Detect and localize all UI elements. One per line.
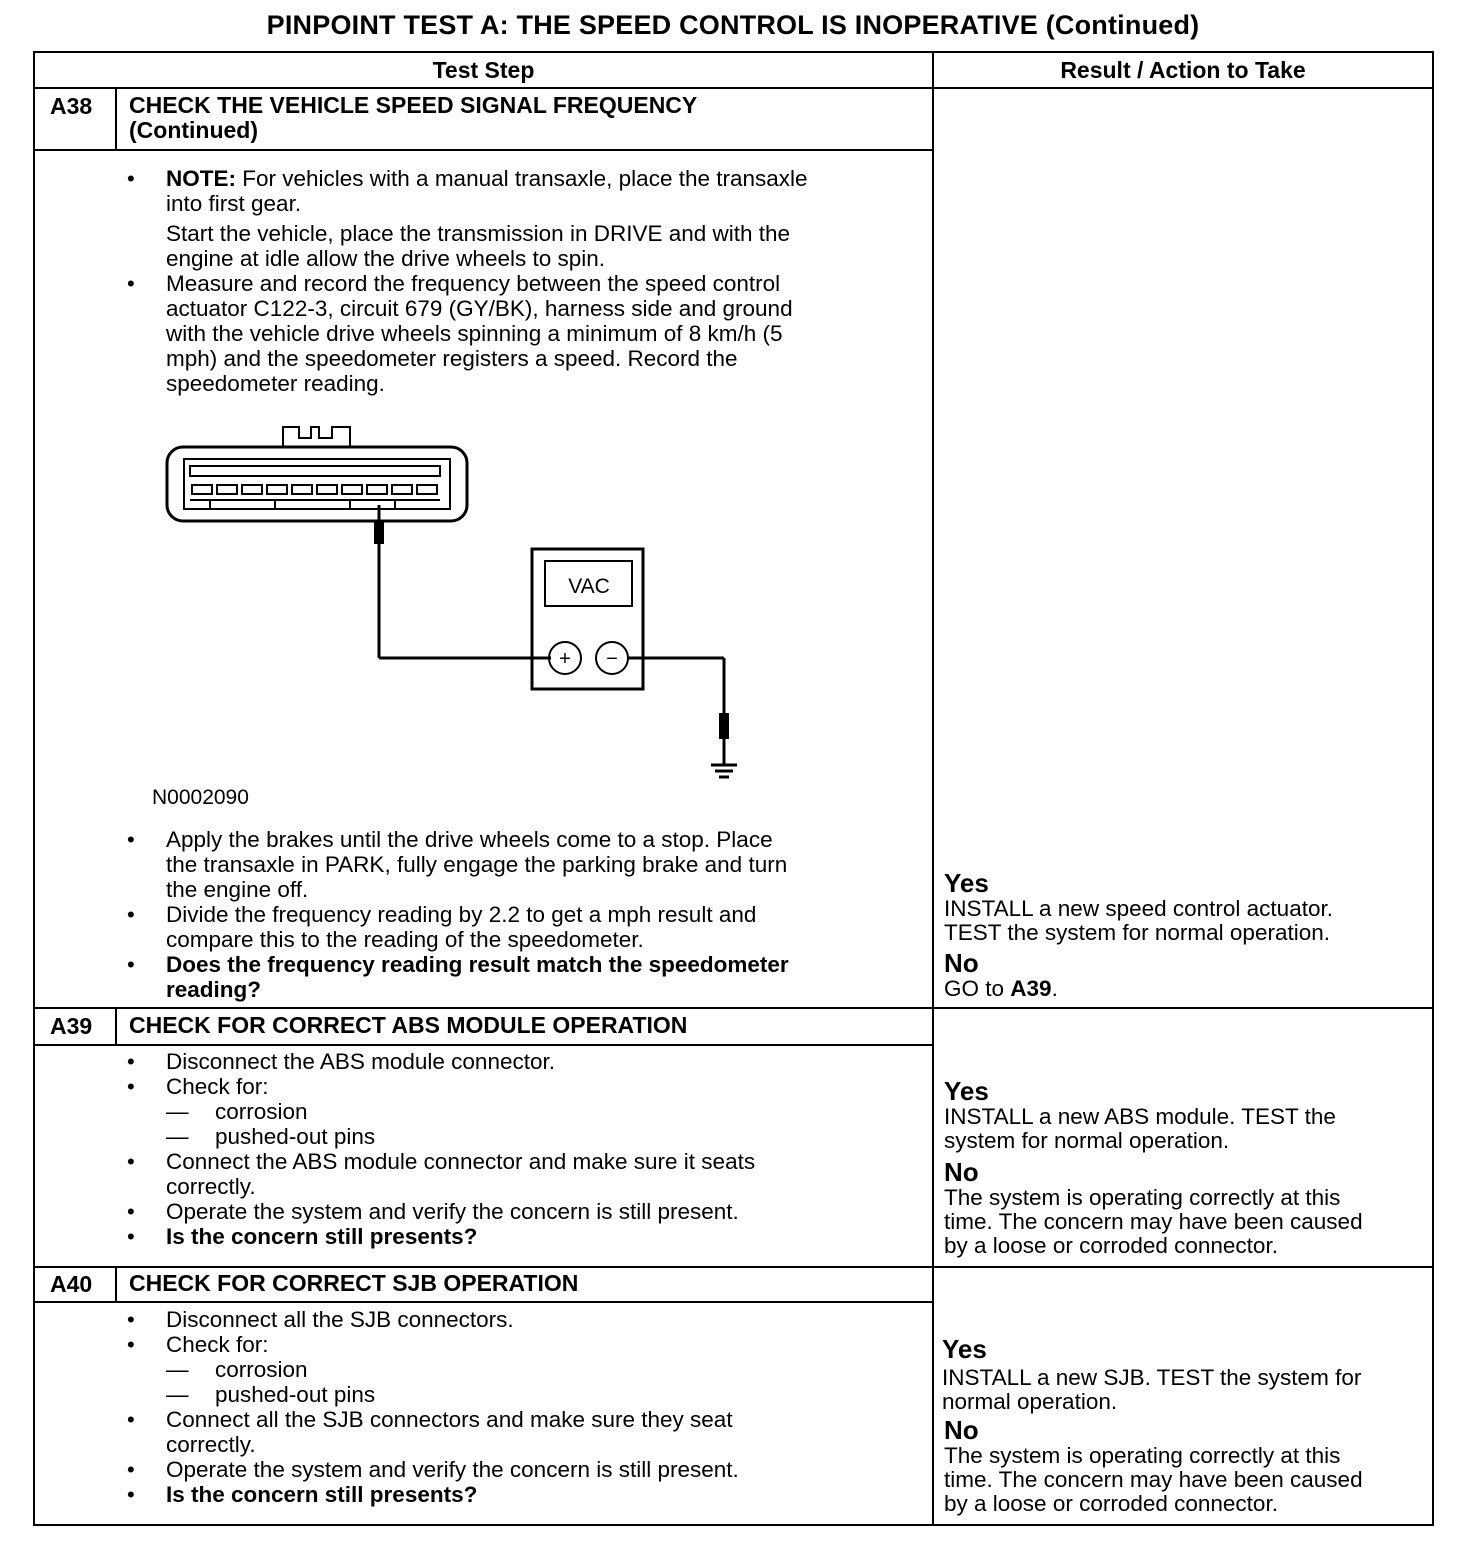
- bullet: •: [127, 1199, 135, 1224]
- step-id-a40: A40: [50, 1271, 93, 1297]
- bullet: •: [127, 1407, 135, 1432]
- a39-question: Is the concern still presents?: [166, 1224, 478, 1249]
- a40-question: Is the concern still presents?: [166, 1482, 478, 1507]
- a38-measure-frequency: Measure and record the frequency between the speed control actuator C122-3, circuit 679 (GY/BK), harness side and ground with the vehicle drive wheels spinning a minimum of 8 km/h (5 mph) and the speedometer registers a speed. Record the speedometer reading.: [166, 271, 793, 396]
- a38-divide-frequency: Divide the frequency reading by 2.2 to get a mph result and compare this to the reading of the speedometer.: [166, 902, 757, 952]
- probe-tip-icon: [374, 520, 384, 544]
- bullet: •: [127, 952, 135, 977]
- a38-yes-label: Yes: [944, 868, 989, 898]
- probe-tip-icon: [719, 713, 729, 739]
- a40-pushed-out-pins: pushed-out pins: [215, 1382, 376, 1407]
- dash: —: [166, 1382, 189, 1407]
- bullet: •: [127, 271, 135, 296]
- minus-terminal-icon: −: [606, 648, 618, 670]
- a39-no-label: No: [944, 1157, 979, 1187]
- bullet: •: [127, 827, 135, 852]
- bullet: •: [127, 1049, 135, 1074]
- bullet: •: [127, 1149, 135, 1174]
- a38-apply-brakes: Apply the brakes until the drive wheels come to a stop. Place the transaxle in PARK, fully engage the parking brake and turn the engine off.: [166, 827, 788, 902]
- a38-no-label: No: [944, 948, 979, 978]
- a39-yes-action: INSTALL a new ABS module. TEST the system for normal operation.: [944, 1104, 1336, 1153]
- step-title-a38: CHECK THE VEHICLE SPEED SIGNAL FREQUENCY (Continued): [129, 92, 698, 143]
- step-id-a38: A38: [50, 93, 93, 119]
- page-title: PINPOINT TEST A: THE SPEED CONTROL IS INOPERATIVE (Continued): [266, 10, 1200, 40]
- bullet: •: [127, 1457, 135, 1482]
- a40-no-action: The system is operating correctly at this time. The concern may have been caused by a loose or corroded connector.: [944, 1443, 1363, 1516]
- header-result-action: Result / Action to Take: [1060, 57, 1306, 83]
- step-title-a39: CHECK FOR CORRECT ABS MODULE OPERATION: [129, 1012, 688, 1038]
- ground-icon: [711, 765, 737, 777]
- a38-yes-action: INSTALL a new speed control actuator. TEST the system for normal operation.: [944, 896, 1333, 945]
- connector-icon: [167, 427, 467, 521]
- bullet: •: [127, 1482, 135, 1507]
- bullet: •: [127, 1224, 135, 1249]
- figure-id: N0002090: [152, 786, 249, 809]
- a38-note: NOTE: For vehicles with a manual transaxle, place the transaxle into first gear.: [166, 166, 808, 216]
- a38-start-vehicle: Start the vehicle, place the transmission in DRIVE and with the engine at idle allow the drive wheels to spin.: [166, 221, 791, 271]
- a39-disconnect: Disconnect the ABS module connector.: [166, 1049, 555, 1074]
- bullet: •: [127, 1332, 135, 1357]
- header-test-step: Test Step: [432, 57, 535, 83]
- plus-terminal-icon: +: [559, 648, 571, 670]
- step-title-a40: CHECK FOR CORRECT SJB OPERATION: [129, 1270, 579, 1296]
- a39-check-for: Check for:: [166, 1074, 269, 1099]
- a39-yes-label: Yes: [944, 1076, 989, 1106]
- a40-no-label: No: [944, 1415, 979, 1445]
- a40-yes-label: Yes: [942, 1334, 987, 1364]
- dash: —: [166, 1357, 189, 1382]
- dash: —: [166, 1099, 189, 1124]
- a40-corrosion: corrosion: [215, 1357, 308, 1382]
- step-id-a39: A39: [50, 1013, 93, 1039]
- a40-check-for: Check for:: [166, 1332, 269, 1357]
- multimeter-icon: [532, 549, 643, 689]
- meter-label: VAC: [568, 575, 610, 598]
- a40-disconnect: Disconnect all the SJB connectors.: [166, 1307, 514, 1332]
- bullet: •: [127, 1307, 135, 1332]
- a39-corrosion: corrosion: [215, 1099, 308, 1124]
- a40-yes-action: INSTALL a new SJB. TEST the system for normal operation.: [942, 1365, 1362, 1414]
- a40-operate: Operate the system and verify the concern is still present.: [166, 1457, 739, 1482]
- a38-no-action: GO to A39.: [944, 976, 1058, 1001]
- a39-operate: Operate the system and verify the concern is still present.: [166, 1199, 739, 1224]
- probe-lead-positive: [379, 505, 551, 658]
- a39-pushed-out-pins: pushed-out pins: [215, 1124, 376, 1149]
- bullet: •: [127, 902, 135, 927]
- a39-connect: Connect the ABS module connector and make sure it seats correctly.: [166, 1149, 756, 1199]
- bullet: •: [127, 166, 135, 191]
- a39-no-action: The system is operating correctly at this time. The concern may have been caused by a loose or corroded connector.: [944, 1185, 1363, 1258]
- a38-question: Does the frequency reading result match the speedometer reading?: [166, 952, 789, 1002]
- bullet: •: [127, 1074, 135, 1099]
- a40-connect: Connect all the SJB connectors and make sure they seat correctly.: [166, 1407, 733, 1457]
- dash: —: [166, 1124, 189, 1149]
